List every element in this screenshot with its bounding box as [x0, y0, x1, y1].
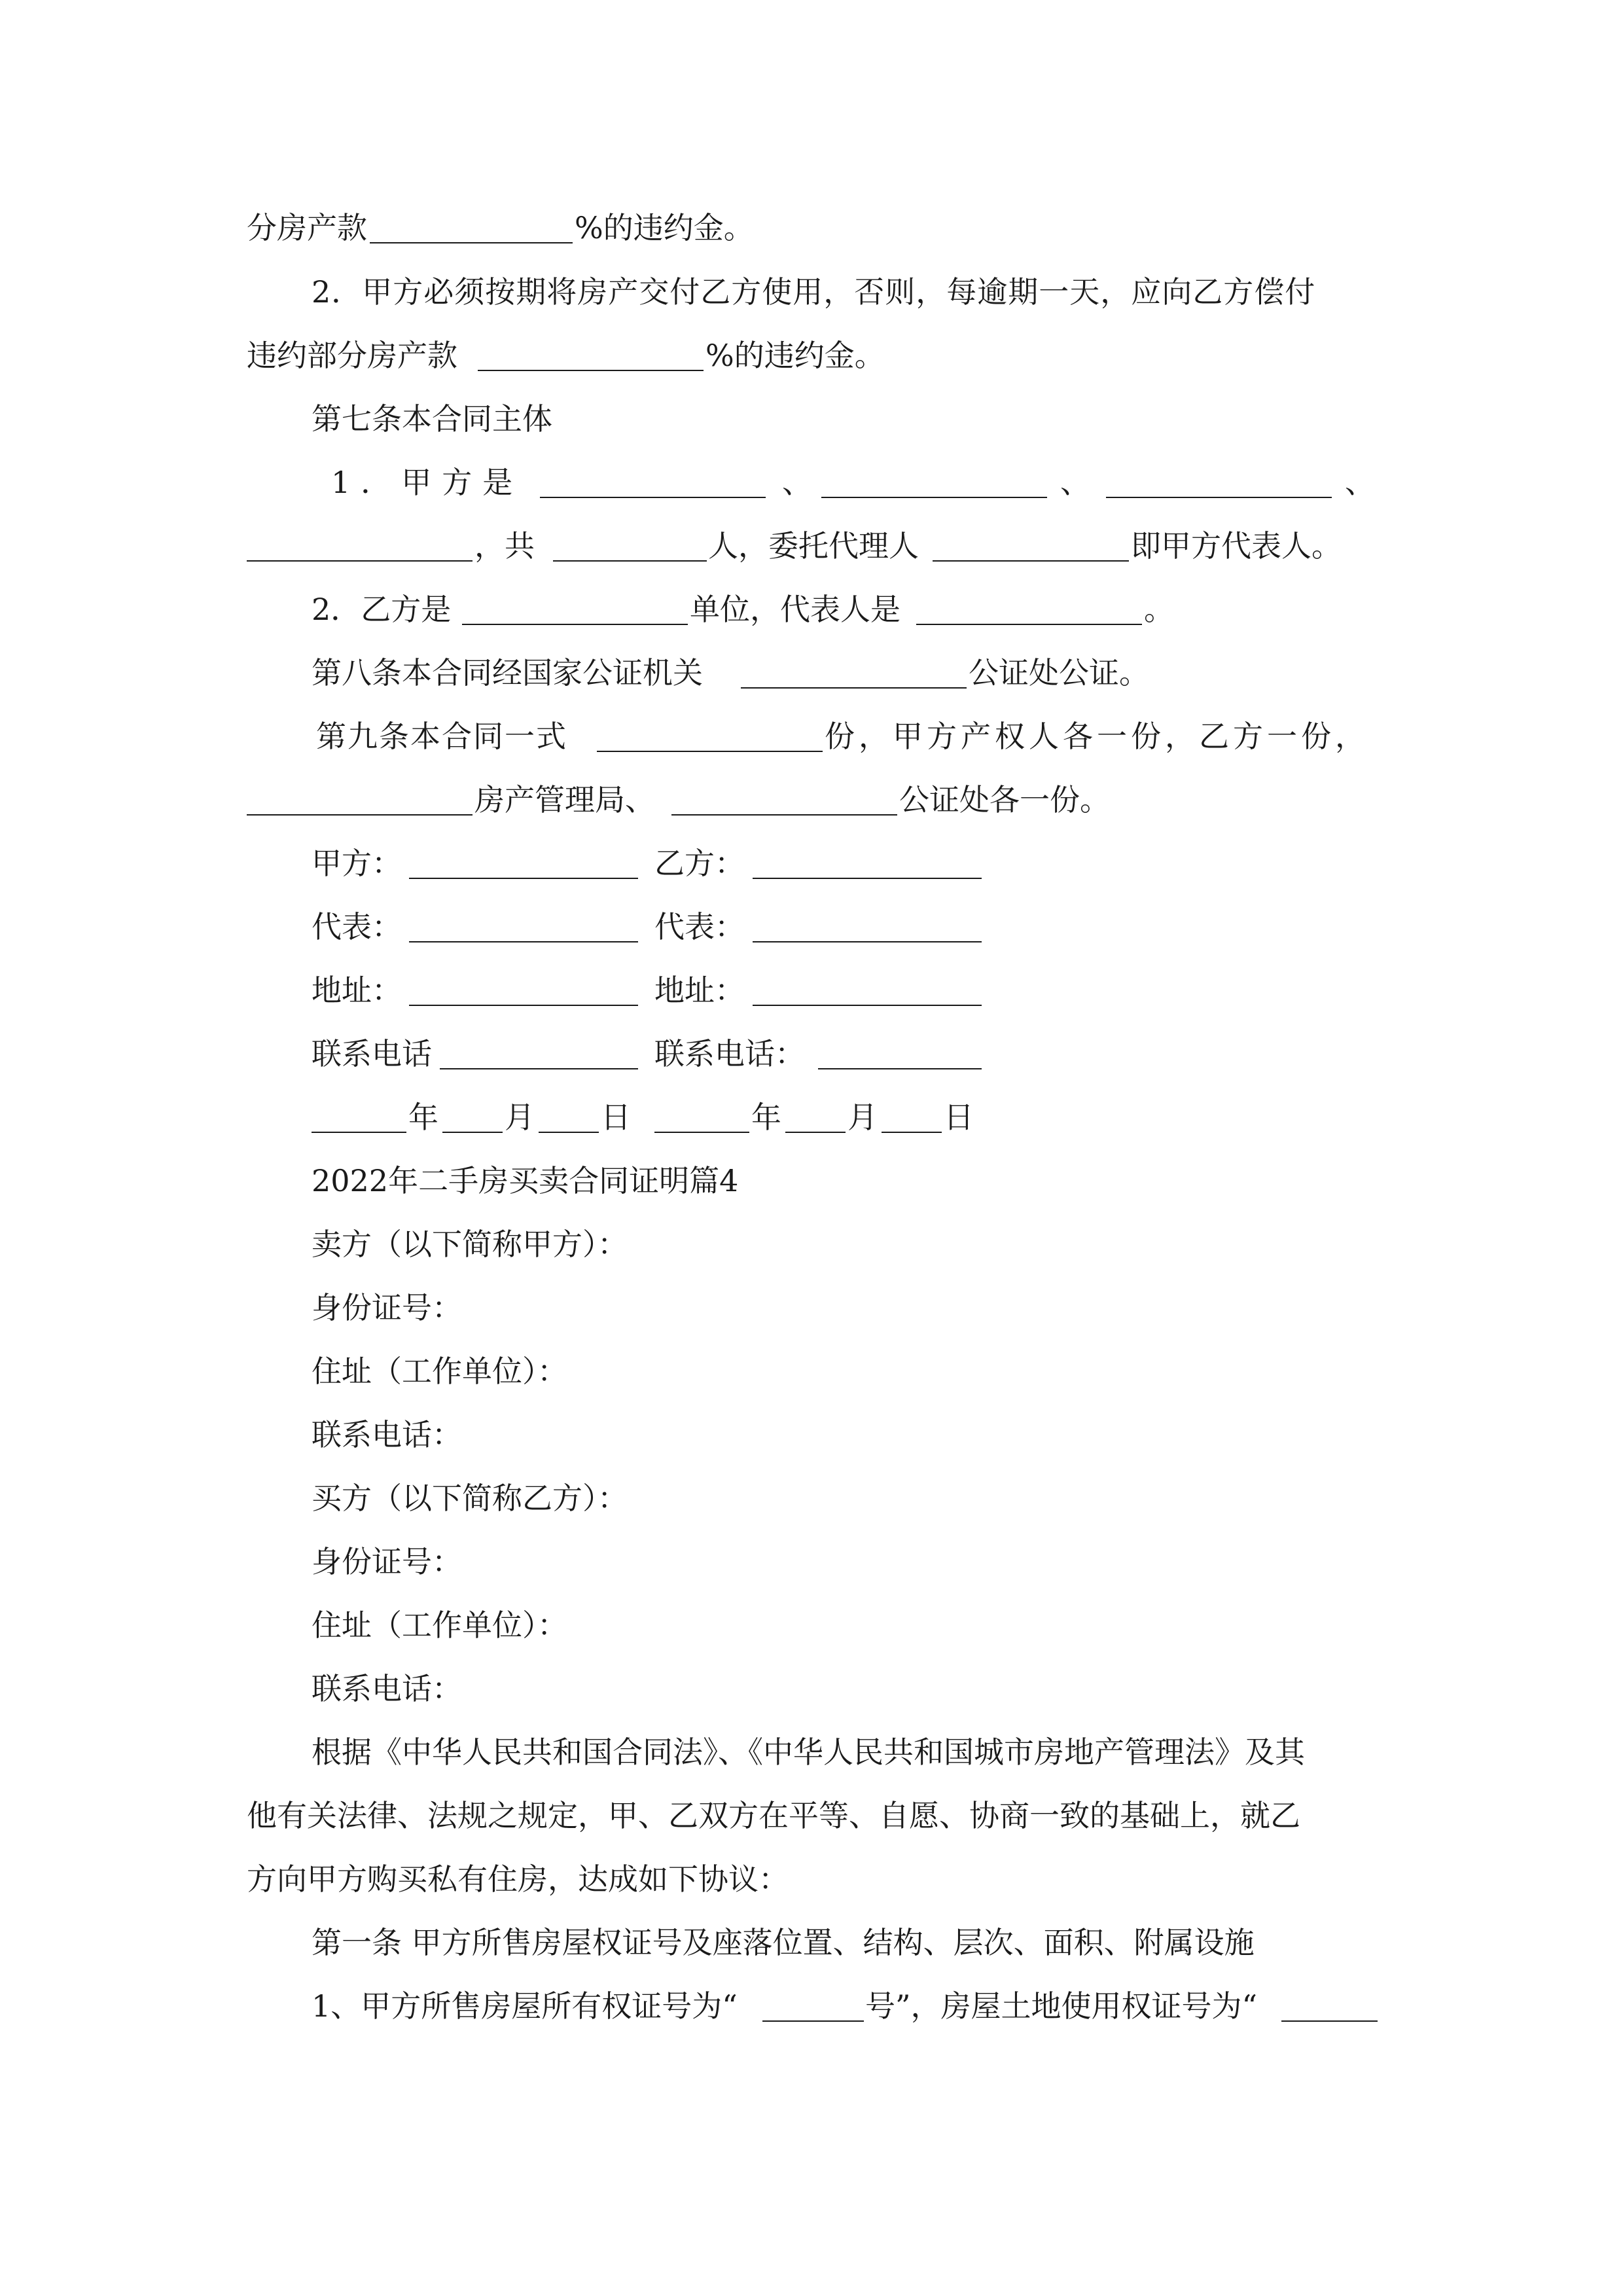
text-line	[0, 1980, 1623, 2032]
text-line	[0, 202, 1623, 254]
party-b-label: 乙方：	[654, 846, 745, 881]
text-line	[0, 1345, 1623, 1397]
fill-blank[interactable]	[370, 242, 573, 243]
text-segment: 公证处各一份。	[899, 782, 1110, 817]
text-segment: 1、甲方所售房屋所有权证号为“	[312, 1988, 738, 2024]
date-line	[0, 1091, 1623, 1143]
fill-blank[interactable]	[882, 1132, 942, 1133]
text-segment: 违约部分房产款	[247, 338, 457, 373]
fill-blank[interactable]	[312, 1132, 406, 1133]
text-segment: 。	[1144, 592, 1174, 627]
fill-blank[interactable]	[409, 878, 638, 879]
text-line	[0, 1726, 1623, 1778]
text-segment: 公证处公证。	[969, 655, 1149, 691]
fill-blank[interactable]	[753, 878, 982, 879]
text-line	[0, 393, 1623, 445]
text-line	[0, 710, 1623, 762]
text-segment: 2022年二手房买卖合同证明篇4	[312, 1163, 739, 1198]
text-line	[0, 1535, 1623, 1588]
fill-blank[interactable]	[409, 941, 638, 942]
text-line	[0, 774, 1623, 826]
signature-line	[0, 1028, 1623, 1080]
text-line	[0, 647, 1623, 699]
text-line	[0, 456, 1623, 509]
text-line	[0, 1472, 1623, 1524]
fill-blank[interactable]	[1281, 2020, 1378, 2022]
text-segment: 方向甲方购买私有住房，达成如下协议：	[247, 1861, 789, 1897]
text-line	[0, 520, 1623, 572]
text-segment: 第八条本合同经国家公证机关	[312, 655, 703, 691]
text-line	[0, 266, 1623, 318]
party-a-label: 甲方：	[312, 846, 402, 881]
section-heading	[0, 1155, 1623, 1207]
text-segment: 第七条本合同主体	[312, 401, 552, 437]
fill-blank[interactable]	[753, 1005, 982, 1006]
text-segment: 代表：	[312, 909, 402, 944]
text-segment: 身份证号：	[312, 1290, 462, 1325]
fill-blank[interactable]	[821, 497, 1047, 498]
signature-line	[0, 837, 1623, 889]
fill-blank[interactable]	[741, 687, 967, 689]
text-segment: 即甲方代表人。	[1131, 528, 1342, 564]
text-segment: 日	[944, 1100, 974, 1135]
text-line	[0, 1218, 1623, 1270]
text-segment: 住址（工作单位）：	[312, 1354, 567, 1389]
fill-blank[interactable]	[247, 560, 473, 562]
text-segment: 月	[847, 1100, 878, 1135]
text-segment: 人，委托代理人	[708, 528, 919, 564]
fill-blank[interactable]	[539, 1132, 599, 1133]
text-segment: 2．甲方必须按期将房产交付乙方使用，否则，每逾期一天，应向乙方偿付	[312, 274, 1316, 310]
text-segment: 、	[1060, 465, 1090, 500]
text-segment: 房产管理局、	[474, 782, 655, 817]
fill-blank[interactable]	[762, 2020, 864, 2022]
fill-blank[interactable]	[785, 1132, 846, 1133]
text-segment: 住址（工作单位）：	[312, 1607, 567, 1643]
text-line	[0, 1662, 1623, 1715]
fill-blank[interactable]	[654, 1132, 749, 1133]
text-segment: 份，甲方产权人各一份，乙方一份，	[825, 719, 1369, 754]
text-segment: ，共	[474, 528, 535, 564]
fill-blank[interactable]	[540, 497, 766, 498]
text-segment: 根据《中华人民共和国合同法》、《中华人民共和国城市房地产管理法》及其	[312, 1734, 1305, 1770]
text-segment: %的违约金。	[705, 338, 885, 373]
text-segment: 日	[601, 1100, 631, 1135]
fill-blank[interactable]	[933, 560, 1129, 562]
fill-blank[interactable]	[440, 1068, 638, 1069]
text-segment: 第一条 甲方所售房屋权证号及座落位置、结构、层次、面积、附属设施	[312, 1925, 1255, 1960]
text-segment: 联系电话	[312, 1036, 432, 1071]
text-segment: %的违约金。	[575, 210, 754, 245]
fill-blank[interactable]	[553, 560, 707, 562]
text-segment: 联系电话：	[654, 1036, 805, 1071]
text-segment: 年	[751, 1100, 781, 1135]
text-segment: 联系电话：	[312, 1671, 462, 1706]
text-line	[0, 1408, 1623, 1461]
fill-blank[interactable]	[671, 814, 897, 816]
fill-blank[interactable]	[462, 624, 688, 625]
fill-blank[interactable]	[442, 1132, 503, 1133]
text-segment: 卖方（以下简称甲方）：	[312, 1227, 628, 1262]
text-segment: 第九条本合同一式	[316, 719, 567, 754]
fill-blank[interactable]	[753, 941, 982, 942]
text-segment: 年	[408, 1100, 438, 1135]
fill-blank[interactable]	[409, 1005, 638, 1006]
text-line	[0, 329, 1623, 382]
text-segment: 地址：	[654, 973, 745, 1008]
signature-line	[0, 901, 1623, 953]
text-line	[0, 1599, 1623, 1651]
text-segment: 他有关法律、法规之规定，甲、乙双方在平等、自愿、协商一致的基础上，就乙	[247, 1798, 1300, 1833]
text-segment: 、	[782, 465, 812, 500]
fill-blank[interactable]	[818, 1068, 982, 1069]
text-segment: 代表：	[654, 909, 745, 944]
text-line	[0, 1789, 1623, 1842]
text-segment: 联系电话：	[312, 1417, 462, 1452]
text-segment: 、	[1345, 465, 1375, 500]
text-segment: 地址：	[312, 973, 402, 1008]
text-segment: 单位，代表人是	[690, 592, 901, 627]
text-segment: 身份证号：	[312, 1544, 462, 1579]
text-segment: 1．甲方是	[331, 465, 524, 500]
text-segment: 月	[505, 1100, 535, 1135]
text-line	[0, 1282, 1623, 1334]
text-segment: 买方（以下简称乙方）：	[312, 1480, 628, 1516]
signature-line	[0, 964, 1623, 1016]
fill-blank[interactable]	[1106, 497, 1332, 498]
fill-blank[interactable]	[478, 370, 704, 371]
text-line	[0, 1916, 1623, 1969]
text-line	[0, 1853, 1623, 1905]
text-segment: 分房产款	[247, 210, 367, 245]
text-segment: 2．乙方是	[312, 592, 452, 627]
text-line	[0, 583, 1623, 636]
fill-blank[interactable]	[247, 814, 473, 816]
fill-blank[interactable]	[916, 624, 1142, 625]
text-segment: 号”，房屋土地使用权证号为“	[865, 1988, 1258, 2024]
fill-blank[interactable]	[597, 751, 823, 752]
